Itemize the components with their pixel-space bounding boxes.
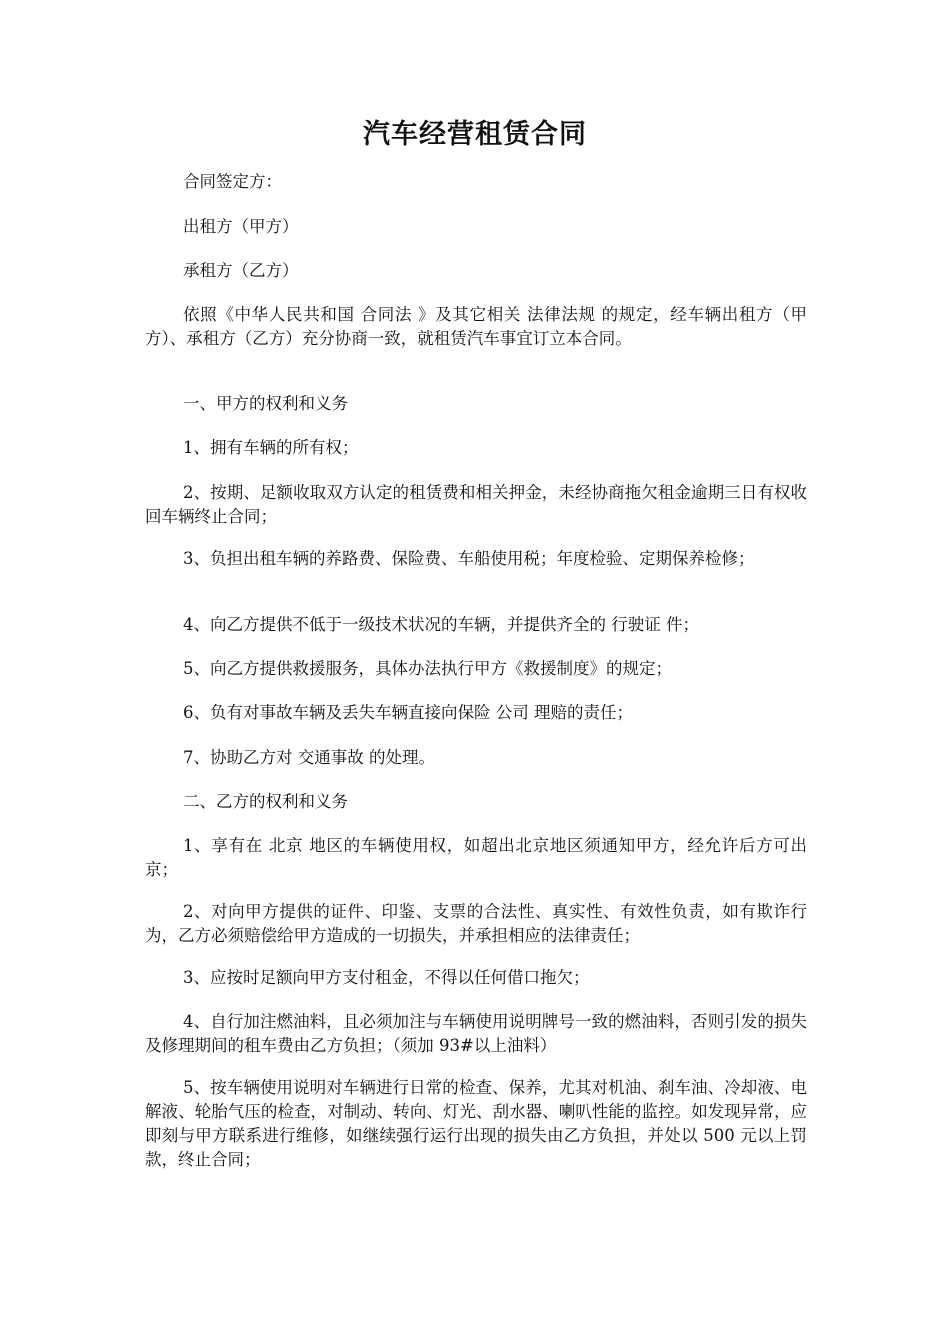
section-heading-party-a: 一、甲方的权利和义务	[183, 394, 348, 413]
clause-b-5: 5、按车辆使用说明对车辆进行日常的检查、保养，尤其对机油、刹车油、冷却液、电解液、轮胎气压的检查，对制动、转向、灯光、刮水器、喇叭性能的监控。如发现异常，应即刻与甲方联系进行维修，如继续强行运行出现的损失由乙方负担，并处以 500 元以上罚款，终止合同；	[145, 1078, 807, 1169]
paragraph-preamble: 依照《中华人民共和国 合同法 》及其它相关 法律法规 的规定，经车辆出租方（甲方）、承租方（乙方）充分协商一致，就租赁汽车事宜订立本合同。	[145, 305, 807, 348]
clause-b-1: 1、享有在 北京 地区的车辆使用权，如超出北京地区须通知甲方，经允许后方可出京；	[145, 836, 807, 879]
section-heading-party-b: 二、乙方的权利和义务	[183, 792, 348, 811]
clause-a-5: 5、向乙方提供救援服务，具体办法执行甲方《救援制度》的规定；	[183, 659, 672, 678]
clause-b-2: 2、对向甲方提供的证件、印鉴、支票的合法性、真实性、有效性负责，如有欺诈行为，乙方必须赔偿给甲方造成的一切损失，并承担相应的法律责任；	[145, 902, 807, 945]
clause-b-3: 3、应按时足额向甲方支付租金，不得以任何借口拖欠；	[183, 968, 590, 987]
paragraph-lessee: 承租方（乙方）	[183, 261, 299, 280]
clause-a-4: 4、向乙方提供不低于一级技术状况的车辆，并提供齐全的 行驶证 件；	[183, 615, 699, 634]
document-title: 汽车经营租赁合同	[363, 119, 587, 150]
paragraph-lessor: 出租方（甲方）	[183, 217, 299, 236]
clause-a-7: 7、协助乙方对 交通事故 的处理。	[183, 748, 435, 767]
clause-a-6: 6、负有对事故车辆及丢失车辆直接向保险 公司 理赔的责任；	[183, 703, 633, 722]
paragraph-signatories: 合同签定方：	[183, 172, 282, 191]
clause-a-1: 1、拥有车辆的所有权；	[183, 438, 359, 457]
clause-b-4: 4、自行加注燃油料，且必须加注与车辆使用说明牌号一致的燃油料，否则引发的损失及修理期间的租车费由乙方负担；（须加 93#以上油料）	[145, 1012, 807, 1055]
clause-a-2: 2、按期、足额收取双方认定的租赁费和相关押金，未经协商拖欠租金逾期三日有权收回车辆终止合同；	[145, 483, 807, 526]
clause-a-3: 3、负担出租车辆的养路费、保险费、车船使用税；年度检验、定期保养检修；	[183, 549, 755, 568]
